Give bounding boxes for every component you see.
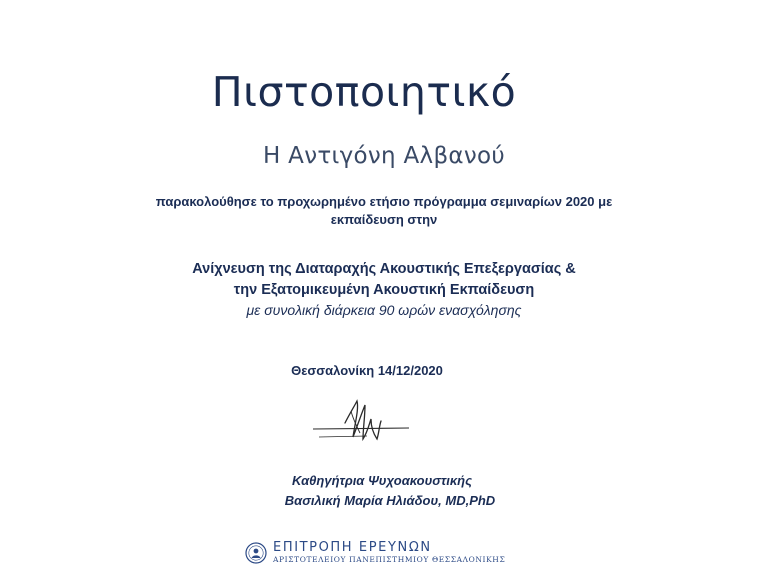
program-line-1: Ανίχνευση της Διαταραχής Ακουστικής Επεξεργασίας & [192,261,576,277]
certificate-title: Πιστοποιητικό [211,68,517,116]
signer-role: Καθηγήτρια Ψυχοακουστικής [291,473,473,488]
attendance-line-1: παρακολούθησε το προχωρημένο ετήσιο πρόγραμμα σεμιναρίων 2020 με [155,194,613,209]
research-committee-logo [245,541,505,565]
attendance-line-2: εκπαίδευση στην [330,212,438,227]
program-line-2: την Εξατομικευμένη Ακουστική Εκπαίδευση [233,282,535,298]
signer-name: Βασιλική Μαρία Ηλιάδου, MD,PhD [284,493,496,508]
attendance-statement [40,193,728,229]
signature-image [305,393,415,451]
logo-sub-text: ΑΡΙΣΤΟΤΕΛΕΙΟΥ ΠΑΝΕΠΙΣΤΗΜΙΟΥ ΘΕΣΣΑΛΟΝΙΚΗΣ [273,555,506,564]
logo-main-text: ΕΠΙΤΡΟΠΗ ΕΡΕΥΝΩΝ [273,540,432,555]
program-title [40,259,728,301]
place-date: Θεσσαλονίκη 14/12/2020 [291,363,443,378]
program-duration: με συνολική διάρκεια 90 ωρών ενασχόλησης [246,302,522,318]
university-emblem-icon [245,542,267,564]
recipient-name: Η Αντιγόνη Αλβανού [262,143,506,169]
